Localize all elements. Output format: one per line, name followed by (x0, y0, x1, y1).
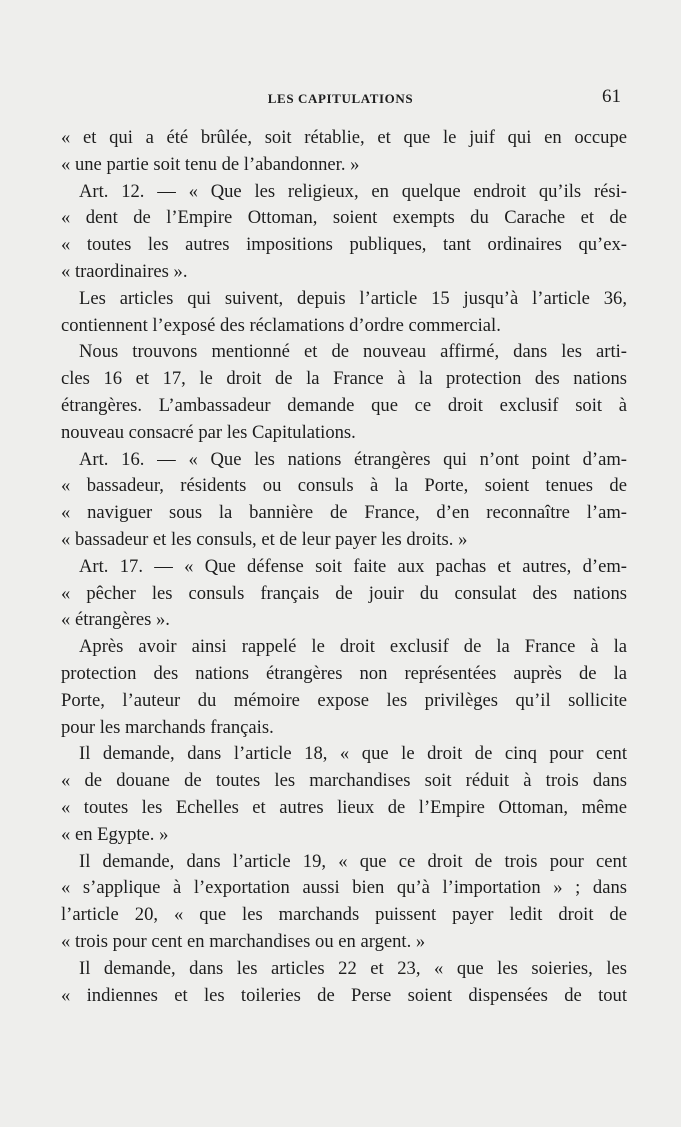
text-line: « étrangères ». (61, 609, 170, 631)
text-line: « de douane de toutes les marchandises soit réduit à trois dans (61, 770, 627, 792)
text-line: pour les marchands français. (61, 716, 274, 738)
text-line: « en Egypte. » (61, 823, 169, 845)
text-line: « toutes les autres impositions publiques, tant ordinaires qu’ex- (61, 234, 627, 256)
text-line: « s’applique à l’exportation aussi bien qu’à l’importation » ; dans (61, 877, 627, 899)
text-line: « traordinaires ». (61, 260, 188, 282)
text-line: Il demande, dans l’article 19, « que ce droit de trois pour cent (79, 850, 627, 872)
text-line: l’article 20, « que les marchands puissent payer ledit droit de (61, 904, 627, 926)
text-line: Les articles qui suivent, depuis l’article 15 jusqu’à l’article 36, (79, 287, 627, 309)
running-title: LES CAPITULATIONS (267, 91, 414, 106)
text-line: « pêcher les consuls français de jouir du consulat des nations (61, 582, 627, 604)
text-line: nouveau consacré par les Capitulations. (61, 421, 356, 443)
text-line: « dent de l’Empire Ottoman, soient exempts du Carache et de (61, 207, 627, 229)
text-line: « indiennes et les toileries de Perse soient dispensées de tout (61, 984, 627, 1006)
text-line: « toutes les Echelles et autres lieux de l’Empire Ottoman, même (61, 796, 627, 818)
text-line: « une partie soit tenu de l’abandonner. » (61, 153, 360, 175)
text-line: Art. 12. — « Que les religieux, en quelque endroit qu’ils rési- (79, 180, 627, 202)
body-text (61, 125, 627, 1009)
text-line: Art. 16. — « Que les nations étrangères qui n’ont point d’am- (79, 448, 627, 470)
text-line: Porte, l’auteur du mémoire expose les privilèges qu’il sollicite (61, 689, 627, 711)
text-line: Art. 17. — « Que défense soit faite aux pachas et autres, d’em- (79, 555, 627, 577)
page-number: 61 (602, 86, 621, 107)
text-line: cles 16 et 17, le droit de la France à la protection des nations (61, 368, 627, 390)
text-line: Il demande, dans les articles 22 et 23, « que les soieries, les (79, 957, 627, 979)
text-line: étrangères. L’ambassadeur demande que ce droit exclusif soit à (61, 394, 627, 416)
text-line: « trois pour cent en marchandises ou en argent. » (61, 930, 426, 952)
text-line: contiennent l’exposé des réclamations d’ordre commercial. (61, 314, 501, 336)
text-line: Il demande, dans l’article 18, « que le droit de cinq pour cent (79, 743, 627, 765)
text-line: Après avoir ainsi rappelé le droit exclusif de la France à la (79, 636, 627, 658)
text-line: protection des nations étrangères non représentées auprès de la (61, 662, 627, 684)
text-line: Nous trouvons mentionné et de nouveau affirmé, dans les arti- (79, 341, 627, 363)
text-line: « et qui a été brûlée, soit rétablie, et que le juif qui en occupe (61, 127, 627, 148)
text-line: « bassadeur et les consuls, et de leur payer les droits. » (61, 528, 468, 550)
text-line: « bassadeur, résidents ou consuls à la Porte, soient tenues de (61, 475, 627, 497)
text-line: « naviguer sous la bannière de France, d’en reconnaître l’am- (61, 502, 627, 524)
